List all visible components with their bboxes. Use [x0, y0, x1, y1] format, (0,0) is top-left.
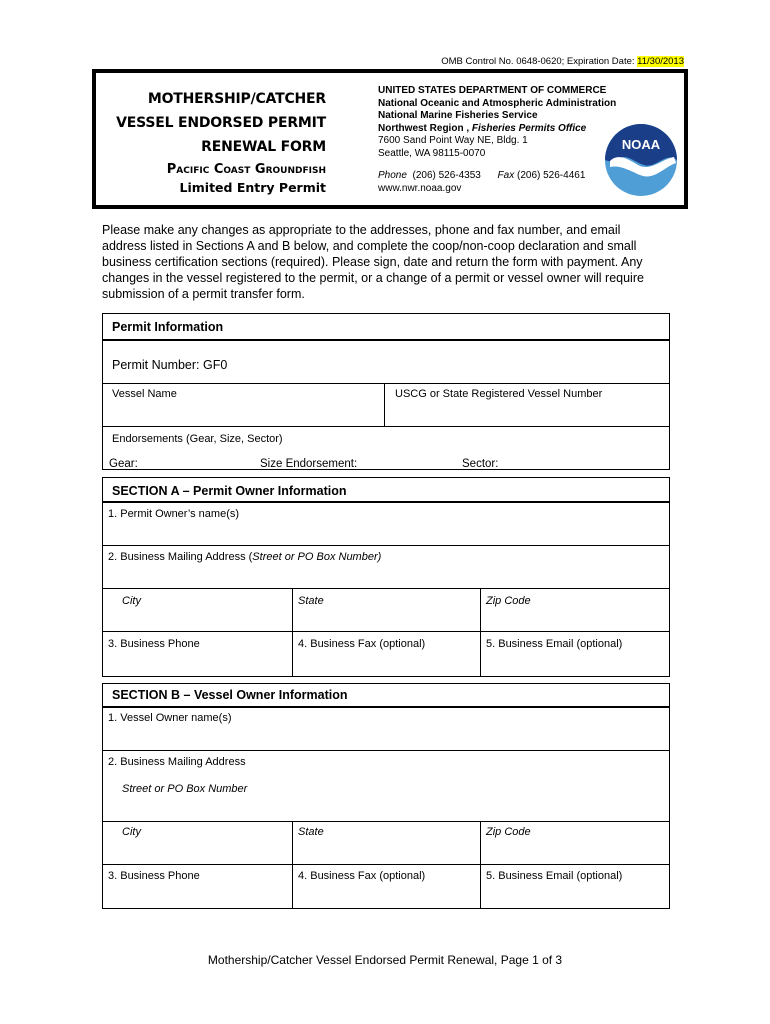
sector-field[interactable]: Sector:: [462, 458, 499, 470]
noaa-logo-text: NOAA: [621, 137, 661, 152]
header-box: [92, 69, 688, 209]
phone-number: (206) 526-4353: [412, 170, 481, 181]
vessel-business-phone-field[interactable]: 3. Business Phone: [108, 870, 200, 882]
form-title-line-3: RENEWAL FORM: [201, 139, 326, 155]
mailing-prefix: 2. Business Mailing Address (: [108, 551, 253, 563]
address-line-1: 7600 Sand Point Way NE, Bldg. 1: [378, 135, 528, 146]
agency-line-3: National Marine Fisheries Service: [378, 110, 538, 121]
vessel-zip-code-field[interactable]: Zip Code: [486, 826, 531, 838]
form-title-block: [96, 87, 326, 197]
permit-number: Permit Number: GF0: [112, 358, 228, 372]
region-line: [378, 123, 616, 136]
city-field[interactable]: City: [122, 595, 141, 607]
business-phone-field[interactable]: 3. Business Phone: [108, 638, 200, 650]
business-fax-field[interactable]: 4. Business Fax (optional): [298, 638, 426, 650]
vessel-city-field[interactable]: City: [122, 826, 141, 838]
omb-control-number: [441, 56, 684, 67]
fax-number: (206) 526-4461: [517, 170, 586, 181]
vessel-name-field[interactable]: Vessel Name: [112, 388, 177, 400]
section-a-title: SECTION A – Permit Owner Information: [112, 484, 347, 498]
business-mailing-address-field[interactable]: [108, 551, 381, 563]
region-prefix: Northwest Region ,: [378, 122, 472, 134]
vessel-owner-mailing-address-label: 2. Business Mailing Address: [108, 756, 246, 768]
size-endorsement-field[interactable]: Size Endorsement:: [260, 458, 358, 470]
zip-code-field[interactable]: Zip Code: [486, 595, 531, 607]
expiration-date: 11/30/2013: [637, 56, 684, 67]
endorsements-label: Endorsements (Gear, Size, Sector): [112, 433, 283, 445]
website: www.nwr.noaa.gov: [378, 182, 462, 194]
business-email-field[interactable]: 5. Business Email (optional): [486, 638, 623, 650]
contact-line: [378, 170, 616, 183]
agency-line-1: UNITED STATES DEPARTMENT OF COMMERCE: [378, 85, 607, 96]
vessel-business-fax-field[interactable]: 4. Business Fax (optional): [298, 870, 426, 882]
permit-info-title: Permit Information: [112, 320, 224, 334]
uscg-number-field[interactable]: USCG or State Registered Vessel Number: [395, 388, 603, 400]
state-field[interactable]: State: [298, 595, 324, 607]
section-a-table: [102, 477, 670, 677]
form-title-line-2: VESSEL ENDORSED PERMIT: [116, 115, 326, 131]
form-subtitle-2: Limited Entry Permit: [179, 180, 326, 195]
omb-prefix: OMB Control No. 0648-0620; Expiration Date:: [441, 56, 638, 67]
agency-line-2: National Oceanic and Atmospheric Administration: [378, 97, 617, 109]
form-title-line-1: MOTHERSHIP/CATCHER: [147, 91, 326, 107]
noaa-logo-icon: [604, 123, 678, 197]
page-footer: Mothership/Catcher Vessel Endorsed Permit Renewal, Page 1 of 3: [207, 953, 563, 967]
address-line-2: Seattle, WA 98115-0070: [378, 147, 486, 159]
agency-block: [378, 85, 616, 195]
permit-information-table: [102, 313, 670, 470]
fax-label: Fax: [497, 170, 515, 181]
street-field[interactable]: Street or PO Box Number: [122, 783, 248, 795]
form-subtitle: Pacific Coast Groundfish: [166, 162, 326, 177]
vessel-owner-name-field[interactable]: 1. Vessel Owner name(s): [108, 712, 232, 724]
section-b-title: SECTION B – Vessel Owner Information: [112, 688, 348, 702]
permit-owner-name-field[interactable]: 1. Permit Owner’s name(s): [108, 508, 240, 520]
phone-label: Phone: [378, 170, 407, 181]
intro-paragraph: Please make any changes as appropriate to the addresses, phone and fax number, and email address listed in Sections A and B below, and complete the coop/non-coop declaration and small business certification sections (required). Please sign, date and return the form with payment. Any changes in the vessel registered to the permit, or a change of a permit or vessel owner will require submission of a permit transfer form.: [102, 223, 644, 301]
mailing-italic: Street or PO Box Number): [252, 551, 382, 563]
section-b-table: [102, 683, 670, 909]
region-office: Fisheries Permits Office: [471, 122, 587, 134]
vessel-business-email-field[interactable]: 5. Business Email (optional): [486, 870, 623, 882]
vessel-state-field[interactable]: State: [298, 826, 324, 838]
gear-field[interactable]: Gear:: [109, 458, 138, 470]
